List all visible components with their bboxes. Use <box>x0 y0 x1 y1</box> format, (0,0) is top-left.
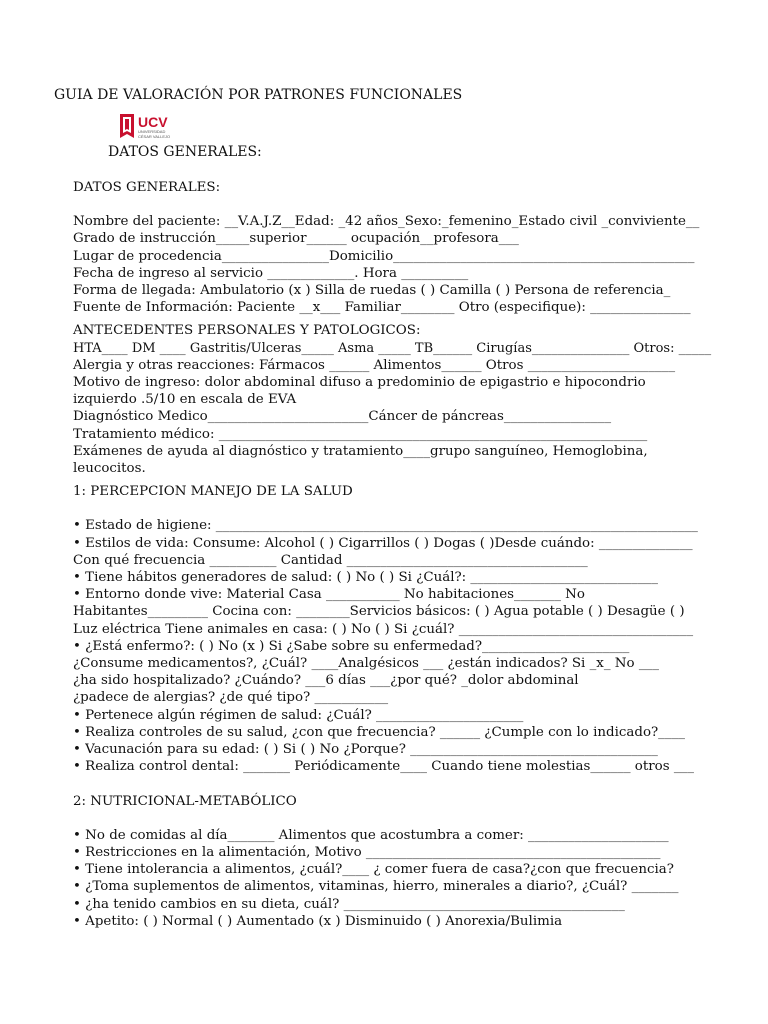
section1-line: Con qué frecuencia __________ Cantidad ____________________________________ <box>73 552 588 568</box>
logo-brand: UCV <box>138 114 168 130</box>
antecedentes-line: Tratamiento médico: ________________________________________________________________ <box>73 426 648 442</box>
section1-line: Habitantes_________ Cocina con: ________Servicios básicos: ( ) Agua potable ( ) Desagüe ( ) <box>73 604 685 620</box>
antecedentes-line: HTA____ DM ____ Gastritis/Ulceras_____ Asma _____ TB______ Cirugías_______________ Otros: _____ <box>73 340 712 356</box>
section1-line: • Realiza controles de su salud, ¿con que frecuencia? ______ ¿Cumple con lo indicado?____ <box>73 724 685 740</box>
datos-line: Forma de llegada: Ambulatorio (x ) Silla de ruedas ( ) Camilla ( ) Persona de referencia_ <box>73 283 671 299</box>
datos-line: Lugar de procedencia________________Domicilio_____________________________________________ <box>73 248 695 264</box>
section1-line: • Pertenece algún régimen de salud: ¿Cuál? ______________________ <box>73 707 524 723</box>
section1-line: ¿ha sido hospitalizado? ¿Cuándo? ___6 días ___¿por qué? _dolor abdominal <box>73 673 579 689</box>
section2-line: • Restricciones en la alimentación, Motivo ____________________________________________ <box>73 844 661 860</box>
section1-line: • Entorno donde vive: Material Casa ___________ No habitaciones_______ No <box>73 587 585 603</box>
antecedentes-line: Exámenes de ayuda al diagnóstico y tratamiento____grupo sanguíneo, Hemoglobina, <box>73 443 648 459</box>
section1-line: • Estilos de vida: Consume: Alcohol ( ) Cigarrillos ( ) Dogas ( )Desde cuándo: ______________ <box>73 535 693 551</box>
section1-line: • Tiene hábitos generadores de salud: ( ) No ( ) Si ¿Cuál?: ____________________________ <box>73 570 658 586</box>
section1-line: • Vacunación para su edad: ( ) Si ( ) No ¿Porque? _____________________________________ <box>73 742 658 758</box>
antecedentes-line: Motivo de ingreso: dolor abdominal difuso a predominio de epigastrio e hipocondrio <box>73 375 646 391</box>
datos-line: Fuente de Información: Paciente __x___ Familiar________ Otro (especifique): _______________ <box>73 300 691 316</box>
document-title: GUIA DE VALORACIÓN POR PATRONES FUNCIONALES <box>54 87 463 103</box>
antecedentes-line: Diagnóstico Medico________________________Cáncer de páncreas________________ <box>73 409 612 425</box>
datos-line: Grado de instrucción_____superior______ ocupación__profesora___ <box>73 231 519 247</box>
section2-line: • ¿Toma suplementos de alimentos, vitaminas, hierro, minerales a diario?, ¿Cuál? _______ <box>73 879 679 895</box>
datos-line: Fecha de ingreso al servicio _____________. Hora __________ <box>73 265 469 281</box>
section1-line: • Realiza control dental: _______ Periódicamente____ Cuando tiene molestias______ otros ___ <box>73 759 694 775</box>
section2-line: • Apetito: ( ) Normal ( ) Aumentado (x ) Disminuido ( ) Anorexia/Bulimia <box>73 913 563 929</box>
logo-line2: CÉSAR VALLEJO <box>138 134 171 139</box>
datos-generales-heading-1: DATOS GENERALES: <box>108 144 262 160</box>
datos-generales-heading-2: DATOS GENERALES: <box>73 180 221 195</box>
datos-line: Nombre del paciente: __V.A.J.Z__Edad: _42 años_Sexo:_femenino_Estado civil _conviviente__ <box>73 214 700 230</box>
section1-line: ¿padece de alergias? ¿de qué tipo? ___________ <box>73 690 389 706</box>
logo-line1: UNIVERSIDAD <box>138 129 166 134</box>
section2-heading: 2: NUTRICIONAL-METABÓLICO <box>73 793 297 809</box>
antecedentes-line: leucocitos. <box>73 461 146 477</box>
section1-line: Luz eléctrica Tiene animales en casa: ( ) No ( ) Si ¿cuál? ___________________________________ <box>73 621 694 637</box>
antecedentes-line: izquierdo .5/10 en escala de EVA <box>73 392 297 408</box>
antecedentes-line: Alergia y otras reacciones: Fármacos ______ Alimentos______ Otros ______________________ <box>73 357 676 373</box>
section2-line: • No de comidas al día_______ Alimentos que acostumbra a comer: _____________________ <box>73 827 669 843</box>
ucv-logo <box>118 112 188 140</box>
section2-line: • Tiene intolerancia a alimentos, ¿cuál?____ ¿ comer fuera de casa?¿con que frecuencia? <box>73 862 674 878</box>
antecedentes-heading: ANTECEDENTES PERSONALES Y PATOLOGICOS: <box>73 323 421 339</box>
section1-heading: 1: PERCEPCION MANEJO DE LA SALUD <box>73 484 353 500</box>
ucv-logo-mark <box>118 112 188 140</box>
section2-line: • ¿ha tenido cambios en su dieta, cuál? __________________________________________ <box>73 896 625 912</box>
document-body <box>73 179 713 930</box>
section1-line: ¿Consume medicamentos?, ¿Cuál? ____Analgésicos ___ ¿están indicados? Si _x_ No ___ <box>73 656 659 672</box>
section1-line: • Estado de higiene: ________________________________________________________________________ <box>73 518 698 534</box>
section1-line: • ¿Está enfermo?: ( ) No (x ) Si ¿Sabe sobre su enfermedad?______________________ <box>73 638 630 654</box>
